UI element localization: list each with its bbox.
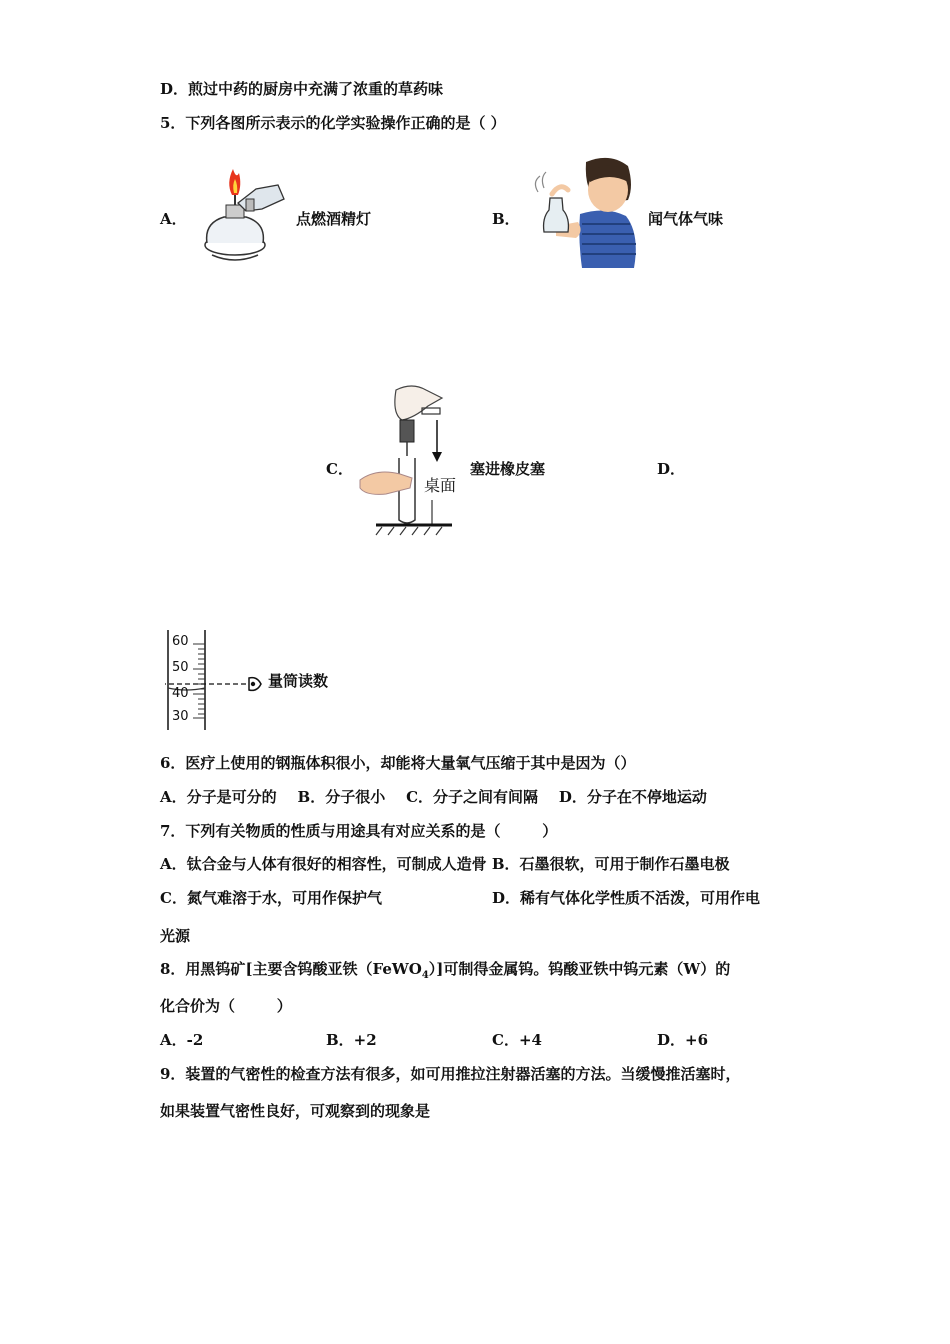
stopper-insertion-figure	[356, 384, 456, 536]
q7-option-d-continued: 光源	[160, 927, 191, 945]
q5-option-c-caption: 塞进橡皮塞	[470, 460, 546, 478]
q8-stem-continued: 化合价为（ ）	[160, 997, 292, 1015]
q4-option-d: D．煎过中药的厨房中充满了浓重的草药味	[160, 80, 444, 98]
desk-label: 桌面	[424, 476, 457, 495]
cylinder-tick-60: 60	[172, 634, 189, 649]
q8-stem-pre: 8．用黑钨矿[主要含钨酸亚铁（FeWO	[160, 960, 422, 978]
q8-option-d: D．+6	[657, 1031, 709, 1049]
q8-option-c: C．+4	[492, 1031, 542, 1049]
q7-option-c: C．氮气难溶于水，可用作保护气	[160, 889, 382, 907]
q7-option-d: D．稀有气体化学性质不活泼，可用作电	[492, 889, 761, 907]
q7-options-row1: A．钛合金与人体有很好的相容性，可制成人造骨 B．石墨很软，可用于制作石墨电极	[160, 855, 730, 873]
cylinder-tick-40: 40	[172, 686, 189, 701]
q8-option-a: A．-2	[160, 1031, 204, 1049]
q5-option-a-letter: A．	[160, 210, 187, 228]
q8-stem-subscript: 4	[421, 970, 429, 981]
q7-stem: 7．下列有关物质的性质与用途具有对应关系的是（ ）	[160, 822, 558, 840]
q8-stem	[160, 958, 730, 981]
q5-option-d-letter: D．	[657, 460, 686, 478]
q6-stem: 6．医疗上使用的钢瓶体积很小，却能将大量氧气压缩于其中是因为（）	[160, 754, 636, 772]
cylinder-tick-30: 30	[172, 709, 189, 724]
q8-option-b: B．+2	[326, 1031, 377, 1049]
q5-option-a-caption: 点燃酒精灯	[296, 210, 372, 228]
q5-option-b-letter: B．	[492, 210, 520, 228]
q5-stem: 5．下列各图所示表示的化学实验操作正确的是（ ）	[160, 114, 506, 132]
q8-stem-post: ）]可制得金属钨。钨酸亚铁中钨元素（W）的	[428, 960, 731, 978]
q5-option-c-letter: C．	[326, 460, 353, 478]
q5-option-d-caption: 量筒读数	[268, 672, 329, 690]
q9-stem: 9．装置的气密性的检查方法有很多，如可用推拉注射器活塞的方法。当缓慢推活塞时，	[160, 1065, 741, 1083]
smelling-gas-figure	[530, 152, 642, 270]
q9-stem-continued: 如果装置气密性良好，可观察到的现象是	[160, 1102, 431, 1120]
alcohol-lamp-lighting-figure	[192, 165, 292, 271]
q5-option-b-caption: 闻气体气味	[648, 210, 724, 228]
q6-options: A．分子是可分的 B．分子很小 C．分子之间有间隔 D．分子在不停地运动	[160, 788, 707, 806]
cylinder-tick-50: 50	[172, 660, 189, 675]
